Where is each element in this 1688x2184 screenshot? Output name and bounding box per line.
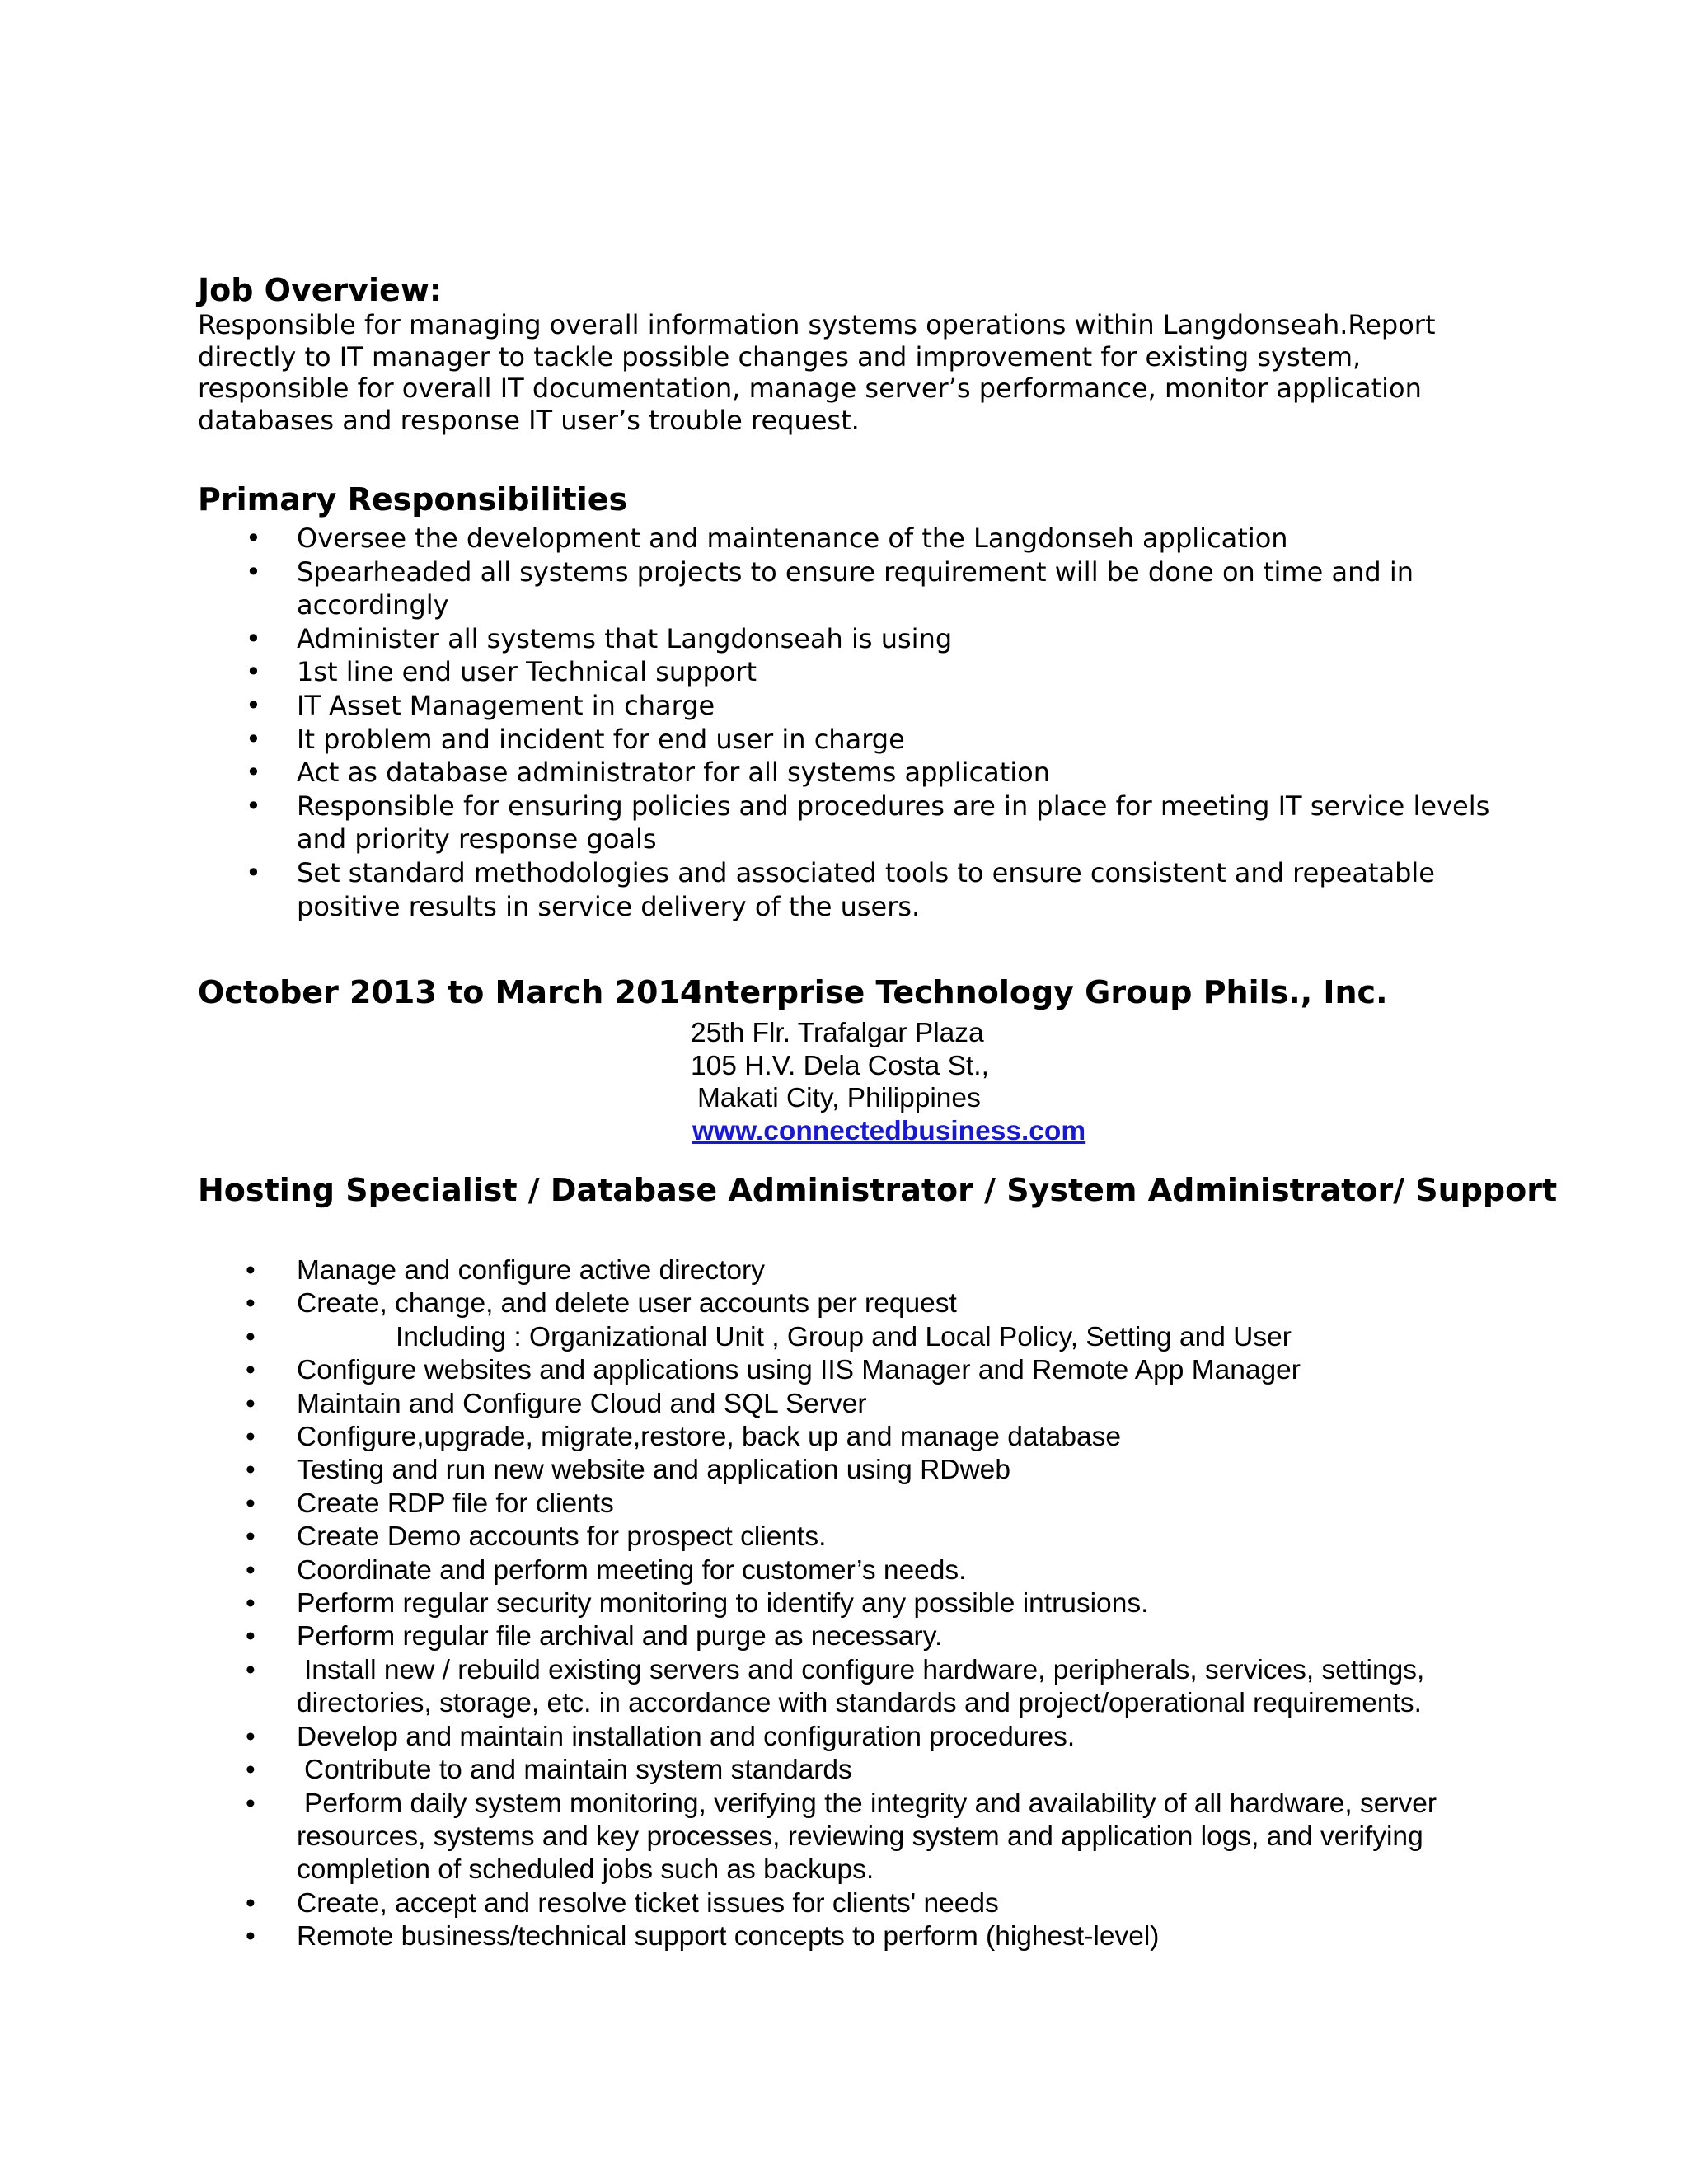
list-item: • Administer all systems that Langdonseah is using [246, 622, 953, 654]
bullet-icon: • [246, 1588, 256, 1619]
bullet-icon: • [246, 1455, 256, 1486]
bullet-icon: • [246, 1887, 256, 1919]
list-item: • Manage and configure active directory [198, 1254, 1484, 1287]
list-item: • Contribute to and maintain system standards [198, 1754, 1484, 1787]
bullet-icon: • [246, 1388, 256, 1419]
bullet-icon: • [246, 1521, 256, 1553]
employment-period: October 2013 to March 2014: [198, 974, 715, 1010]
list-item: • Create RDP file for clients [198, 1488, 1484, 1521]
primary-responsibilities-list [198, 522, 1500, 923]
bullet-icon: • [246, 1621, 256, 1652]
list-item: • Set standard methodologies and associated tools to ensure consistent and repeatable positive results in service delivery of the users. [246, 856, 1435, 922]
bullet-icon: • [246, 790, 261, 822]
bullet-icon: • [246, 856, 261, 888]
list-item: • Perform daily system monitoring, verifying the integrity and availability of all hardware, server resources, systems and key processes, reviewing system and application logs, and verifying completion of scheduled jobs such as backups. [246, 1788, 1437, 1886]
bullet-icon: • [246, 1654, 256, 1685]
bullet-icon: • [246, 555, 261, 588]
bullet-icon: • [246, 622, 261, 654]
bullet-icon: • [246, 723, 261, 755]
list-item: • Including : Organizational Unit , Group and Local Policy, Setting and User [198, 1321, 1484, 1354]
list-item: • Perform regular security monitoring to identify any possible intrusions. [198, 1587, 1484, 1620]
bullet-icon: • [246, 1488, 256, 1519]
address-line-3: Makati City, Philippines [697, 1083, 981, 1113]
list-item: • Act as database administrator for all systems application [246, 757, 1050, 789]
list-item: • Testing and run new website and application using RDweb [198, 1454, 1484, 1487]
list-item: • Install new / rebuild existing servers and configure hardware, peripherals, services, settings, directories, storage, etc. in accordance with standards and project/operational requirements. [246, 1654, 1425, 1719]
list-item: • IT Asset Management in charge [246, 689, 715, 721]
bullet-icon: • [246, 1355, 256, 1386]
company-name: Interprise Technology Group Phils., Inc. [691, 974, 1388, 1010]
bullet-icon: • [246, 1422, 256, 1453]
bullet-icon: • [246, 1755, 256, 1786]
bullet-icon: • [246, 1554, 256, 1586]
address-line-1: 25th Flr. Trafalgar Plaza [691, 1018, 984, 1048]
bullet-icon: • [246, 1288, 256, 1319]
list-item: • Configure,upgrade, migrate,restore, back up and manage database [198, 1421, 1484, 1454]
list-item: • Maintain and Configure Cloud and SQL Server [198, 1388, 1484, 1421]
list-item: • Create, accept and resolve ticket issues for clients' needs [198, 1887, 1484, 1920]
list-item: • Create, change, and delete user accounts per request [198, 1287, 1484, 1320]
job-overview-heading: Job Overview: [198, 272, 443, 308]
bullet-icon: • [246, 1721, 256, 1752]
list-item: • Coordinate and perform meeting for customer’s needs. [198, 1554, 1484, 1587]
address-line-2: 105 H.V. Dela Costa St., [691, 1050, 989, 1081]
list-item: • Perform regular file archival and purge as necessary. [198, 1620, 1484, 1653]
bullet-icon: • [246, 1321, 256, 1352]
hosting-duties-list [198, 1254, 1484, 1954]
bullet-icon: • [246, 656, 261, 688]
company-website-link[interactable]: www.connectedbusiness.com [692, 1115, 1086, 1146]
primary-responsibilities-heading: Primary Responsibilities [198, 481, 628, 518]
hosting-role-heading: Hosting Specialist / Database Administrator / System Administrator/ Support [198, 1172, 1558, 1208]
bullet-icon: • [246, 1788, 256, 1819]
list-item: • Remote business/technical support concepts to perform (highest-level) [198, 1920, 1484, 1953]
list-item: • Create Demo accounts for prospect clients. [198, 1521, 1484, 1554]
bullet-icon: • [246, 523, 261, 554]
bullet-icon: • [246, 1921, 256, 1952]
list-item: • It problem and incident for end user in charge [246, 723, 905, 755]
bullet-icon: • [246, 1255, 256, 1286]
bullet-icon: • [246, 757, 261, 789]
job-overview-text: Responsible for managing overall information systems operations within Langdonseah.Report directly to IT manager to tackle possible changes and improvement for existing system, responsible for overall IT documentation, manage server’s performance, monitor application databases and response IT user’s trouble request. [198, 309, 1436, 436]
list-item: • Configure websites and applications using IIS Manager and Remote App Manager [198, 1354, 1484, 1387]
bullet-icon: • [246, 689, 261, 721]
list-item: • Develop and maintain installation and configuration procedures. [198, 1721, 1484, 1754]
list-item: • Oversee the development and maintenance of the Langdonseh application [246, 523, 1288, 554]
list-item: • Responsible for ensuring policies and procedures are in place for meeting IT service levels and priority response goals [246, 790, 1490, 855]
company-address [691, 1017, 1085, 1147]
list-item: • 1st line end user Technical support [246, 656, 757, 688]
list-item: • Spearheaded all systems projects to ensure requirement will be done on time and in accordingly [246, 555, 1414, 621]
